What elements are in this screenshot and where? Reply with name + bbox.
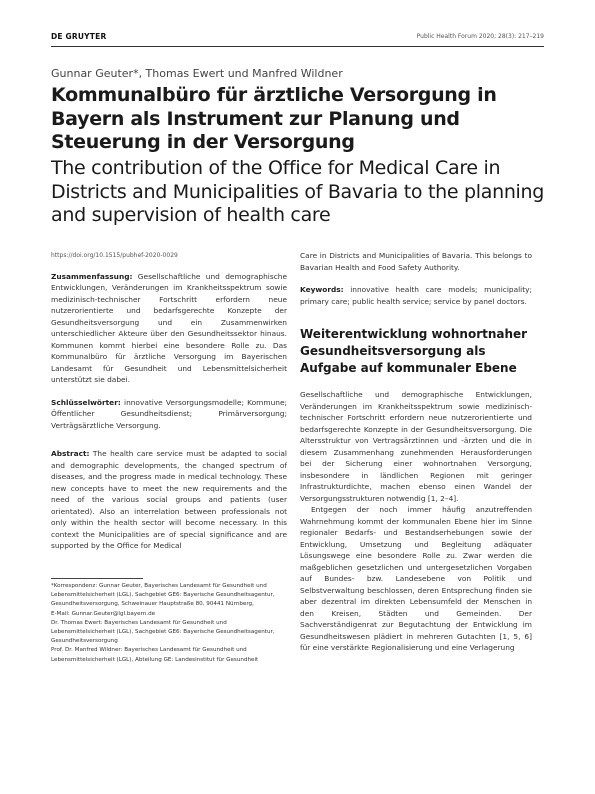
title-german: Kommunalbüro für ärztliche Versorgung in Bayern als Instrument zur Planung und Steuerung in der Versorgung	[51, 84, 497, 153]
footnote-author-3: Prof. Dr. Manfred Wildner: Bayerisches Landesamt für Gesundheit und Lebensmittelsicherheit (LGL), Abteilung GE: Landesinstitut für Gesundheit	[51, 647, 259, 663]
keywords-english-text: innovative health care models; municipality; primary care; public health service; service by panel doctors.	[300, 285, 532, 306]
header-rule	[51, 46, 544, 47]
abstract-german-label: Zusammenfassung:	[51, 271, 133, 281]
footnote-author-2: Dr. Thomas Ewert: Bayerisches Landesamt für Gesundheit und Lebensmittelsicherheit (LGL), Sachgebiet GE6: Bayerische Gesundheitsagentur, Gesundheitsversorgung	[51, 619, 275, 645]
left-column	[51, 250, 287, 552]
abstract-english-text: The health care service must be adapted to social and demographic developments, the changed spectrum of diseases, and the progress made in medical technology. These new concepts have to meet the new requirements and the need of the various social groups and patients (user orientated). Also an interrelation between professionals not only within the health sector will become necessary. In this context the Municipalities are of special significance and are supported by the Office for Medical	[51, 449, 287, 550]
footnote	[51, 578, 287, 665]
keywords-german-label: Schlüsselwörter:	[51, 397, 121, 407]
journal-reference: Public Health Forum 2020; 28(3): 217–219	[416, 33, 544, 40]
abstract-german-text: Gesellschaftliche und demographische Entwicklungen, Veränderungen im Krankheitsspektrum sowie medizinisch-technischer Fortschritt erfordern neue nutzerorientierte und bedarfsgerechte Konzepte der Gesundheitsversorgung und ein Zusammenwirken unterschiedlicher Akteure über den Gesundheitssektor hinaus. Kommunen kommt hierbei eine besondere Rolle zu. Das Kommunalbüro für ärztliche Versorgung im Bayerischen Landesamt für Gesundheit und Lebensmittelsicherheit unterstützt sie dabei.	[51, 271, 287, 384]
abstract-german	[51, 271, 287, 386]
page-header	[51, 32, 544, 44]
section-heading: Weiterentwicklung wohnortnaher Gesundheitsversorgung als Aufgabe auf kommunaler Ebene	[300, 327, 528, 375]
footnote-corresponding: *Korrespondenz: Gunnar Geuter, Bayerisches Landesamt für Gesundheit und Lebensmittelsicherheit (LGL), Sachgebiet GE6: Bayerische Gesundheitsagentur, Gesundheitsversorgung, Schweinauer Hauptstraße 80, 90441 Nürnberg,	[51, 583, 275, 608]
keywords-german-text: innovative Versorgungsmodelle; Kommune; Öffentlicher Gesundheitsdienst; Primärversorgung; Verträgsärztliche Versorgung.	[51, 397, 287, 430]
doi-link[interactable]: https://doi.org/10.1515/pubhef-2020-0029	[51, 252, 178, 259]
abstract-english	[51, 448, 287, 552]
abstract-english-label: Abstract:	[51, 449, 90, 458]
author-list: Gunnar Geuter*, Thomas Ewert und Manfred Wildner	[51, 67, 343, 80]
body-paragraph-1: Gesellschaftliche und demographische Entwicklungen, Veränderungen im Krankheitsspektrum sowie medizinisch-technischer Fortschritt erfordern neue nutzerorientierte und bedarfsgerechte Konzepte in der Gesundheitsversorgung. Die Altersstruktur von Vertragsärztinnen und -ärzten und die in diesem Zusammenhang zunehmenden Herausforderungen bei der Sicherung einer wohnortnahen Versorgung, insbesondere in ländlichen Regionen mit geringer Infrastrukturdichte, machen ebenso einen Wandel der Versorgungsstrukturen notwendig [1, 2–4].	[300, 390, 532, 503]
keywords-english-label: Keywords:	[300, 285, 344, 294]
publisher-logo: DE GRUYTER	[51, 32, 107, 41]
footnote-rule	[51, 578, 143, 579]
keywords-english	[300, 284, 532, 307]
keywords-german	[51, 397, 287, 432]
body-paragraph-2: Entgegen der noch immer häufig anzutreffenden Wahrnehmung kommt der kommunalen Ebene hier im Sinne regionaler Bedarfs- und Bestandserhebungen sowie der Entwicklung, Umsetzung und Begleitung adäquater Lösungswege eine besondere Rolle zu. Zwar werden die maßgeblichen gesetzlichen und untergesetzlichen Vorgaben auf Bundes- bzw. Landesebene von Politik und Selbstverwaltung beschlossen, deren Entsprechung finden sie aber dezentral im direkten Lebensumfeld der Menschen in den Kreisen, Städten und Gemeinden. Der Sachverständigenrat zur Begutachtung der Entwicklung im Gesundheitswesen plädiert in mehreren Gutachten [1, 5, 6] für eine verstärkte Regionalisierung und eine Verlagerung	[300, 505, 532, 652]
title-english: The contribution of the Office for Medical Care in Districts and Municipalities of Bavaria to the planning and supervision of health care	[51, 157, 545, 226]
right-column	[300, 250, 532, 654]
footnote-email[interactable]: E-Mail: Gunnar.Geuter@lgl.bayern.de	[51, 610, 156, 617]
abstract-english-continuation: Care in Districts and Municipalities of Bavaria. This belongs to Bavarian Health and Food Safety Authority.	[300, 251, 532, 272]
